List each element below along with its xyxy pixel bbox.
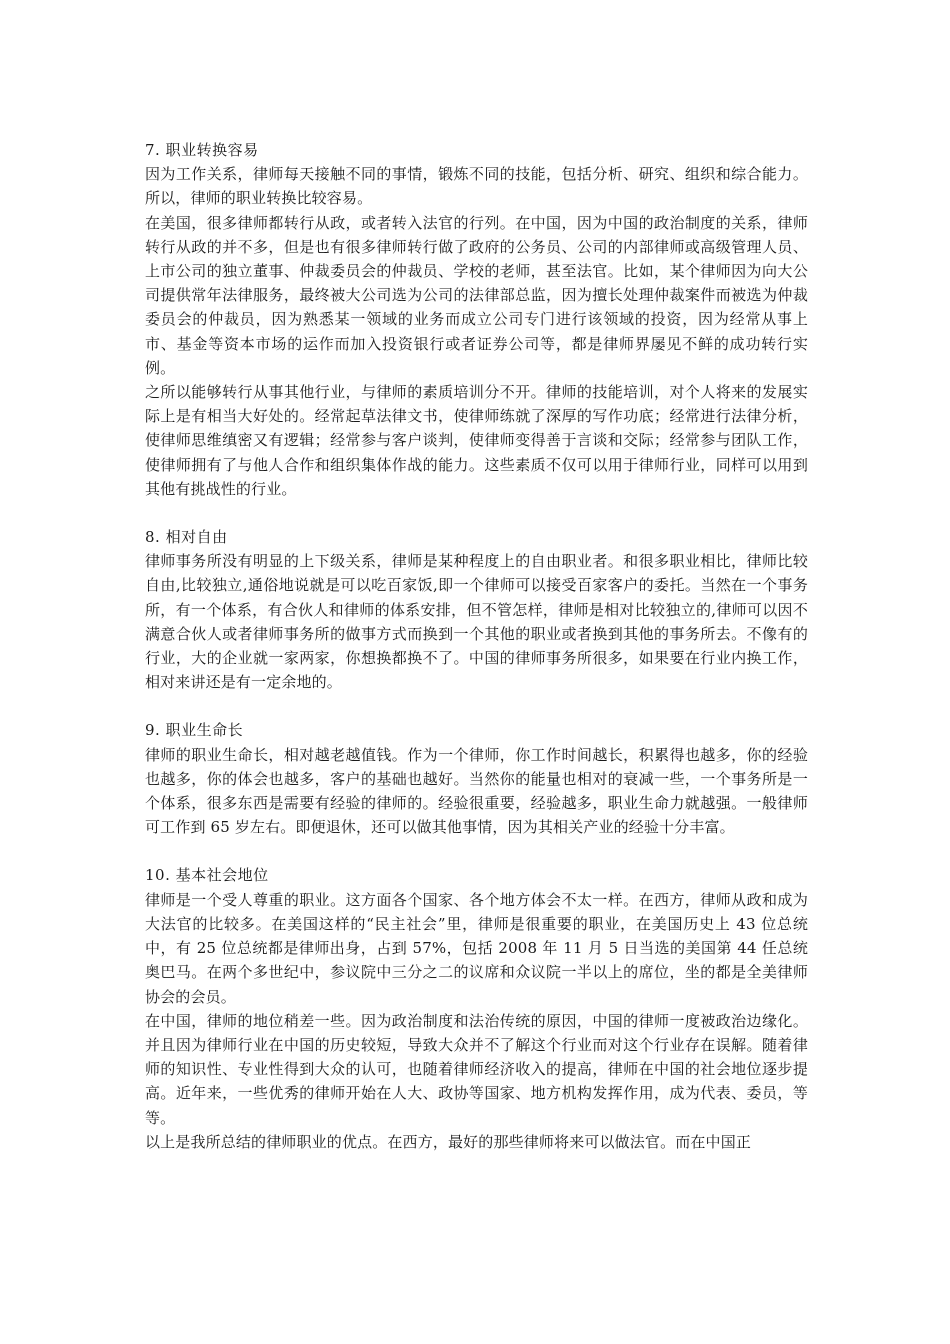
section-heading: 8. 相对自由 [145, 528, 228, 547]
paragraph: 律师事务所没有明显的上下级关系，律师是某种程度上的自由职业者。和很多职业相比，律师比较自由,比较独立,通俗地说就是可以吃百家饭,即一个律师可以接受百家客户的委托。当然在一个事务所，有一个体系，有合伙人和律师的体系安排，但不管怎样，律师是相对比较独立的,律师可以因不满意合伙人或者律师事务所的做事方式而换到一个其他的职业或者换到其他的事务所去。不像有的行业，大的企业就一家两家，你想换都换不了。中国的律师事务所很多，如果要在行业内换工作，相对来讲还是有一定余地的。 [145, 552, 808, 692]
section-career-transition [145, 138, 808, 501]
section-spacer [145, 501, 808, 525]
section-heading: 10. 基本社会地位 [145, 866, 269, 885]
section-spacer [145, 839, 808, 863]
section-heading: 9. 职业生命长 [145, 721, 244, 740]
paragraph: 以上是我所总结的律师职业的优点。在西方，最好的那些律师将来可以做法官。而在中国正 [145, 1132, 752, 1151]
section-spacer [145, 694, 808, 718]
paragraph: 在美国，很多律师都转行从政，或者转入法官的行列。在中国，因为中国的政治制度的关系，律师转行从政的并不多，但是也有很多律师转行做了政府的公务员、公司的内部律师或高级管理人员、上市公司的独立董事、仲裁委员会的仲裁员、学校的老师，甚至法官。比如，某个律师因为向大公司提供常年法律服务，最终被大公司选为公司的法律部总监，因为擅长处理仲裁案件而被选为仲裁委员会的仲裁员，因为熟悉某一领域的业务而成立公司专门进行该领域的投资，因为经常从事上市、基金等资本市场的运作而加入投资银行或者证券公司等，都是律师界屡见不鲜的成功转行实例。 [145, 213, 808, 377]
section-social-status [145, 863, 808, 1153]
document-page [145, 138, 808, 1154]
section-heading: 7. 职业转换容易 [145, 141, 259, 159]
paragraph: 因为工作关系，律师每天接触不同的事情，锻炼不同的技能，包括分析、研究、组织和综合能力。所以，律师的职业转换比较容易。 [145, 165, 808, 208]
section-relative-freedom [145, 525, 808, 694]
paragraph: 在中国，律师的地位稍差一些。因为政治制度和法治传统的原因，中国的律师一度被政治边缘化。并且因为律师行业在中国的历史较短，导致大众并不了解这个行业而对这个行业存在误解。随着律师的知识性、专业性得到大众的认可，也随着律师经济收入的提高，律师在中国的社会地位逐步提高。近年来，一些优秀的律师开始在人大、政协等国家、地方机构发挥作用，成为代表、委员，等等。 [145, 1011, 808, 1127]
paragraph: 之所以能够转行从事其他行业，与律师的素质培训分不开。律师的技能培训，对个人将来的发展实际上是有相当大好处的。经常起草法律文书，使律师练就了深厚的写作功底；经常进行法律分析，使律师思维缜密又有逻辑；经常参与客户谈判，使律师变得善于言谈和交际；经常参与团队工作，使律师拥有了与他人合作和组织集体作战的能力。这些素质不仅可以用于律师行业，同样可以用到其他有挑战性的行业。 [145, 383, 808, 498]
section-long-career [145, 718, 808, 839]
paragraph: 律师是一个受人尊重的职业。这方面各个国家、各个地方体会不太一样。在西方，律师从政和成为大法官的比较多。在美国这样的“民主社会”里，律师是很重要的职业，在美国历史上 43 位总统中，有 25 位总统都是律师出身，占到 57%，包括 2008 年 11 月 5 日当选的美国第 44 任总统奥巴马。在两个多世纪中，参议院中三分之二的议席和众议院一半以上的席位，坐的都是全美律师协会的会员。 [145, 890, 808, 1006]
paragraph: 律师的职业生命长，相对越老越值钱。作为一个律师，你工作时间越长，积累得也越多，你的经验也越多，你的体会也越多，客户的基础也越好。当然你的能量也相对的衰减一些，一个事务所是一个体系，很多东西是需要有经验的律师的。经验很重要，经验越多，职业生命力就越强。一般律师可工作到 65 岁左右。即便退休，还可以做其他事情，因为其相关产业的经验十分丰富。 [145, 745, 808, 837]
